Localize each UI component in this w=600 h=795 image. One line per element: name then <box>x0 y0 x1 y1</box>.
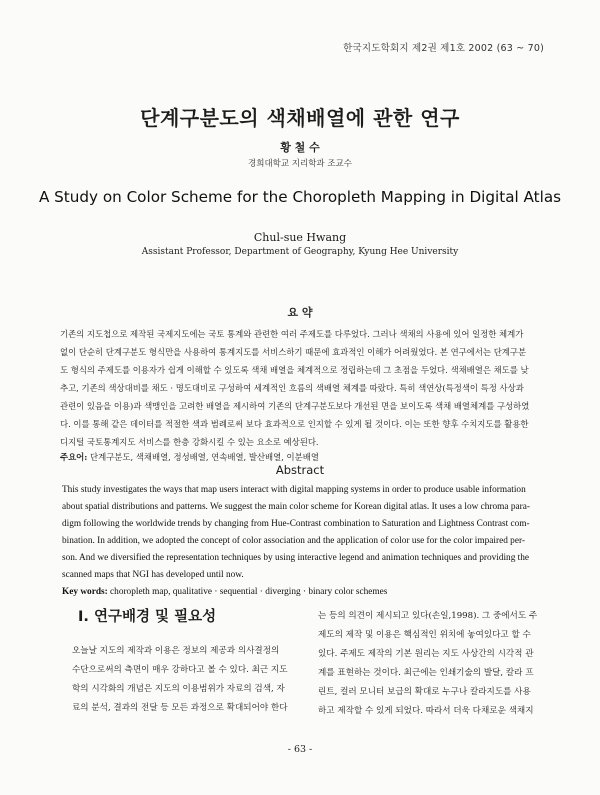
english-abstract-line: This study investigates the ways that map users interact with digital mapping systems in order to produce usable information <box>62 485 526 495</box>
korean-title: 단계구분도의 색채배열에 관한 연구 <box>140 106 460 130</box>
english-keywords-list: choropleth map, qualitative · sequential · diverging · binary color schemes <box>107 587 388 597</box>
korean-abstract-line: 없이 단순히 단계구분도 형식만을 사용하여 통계지도를 서비스하기 때문에 효과적인 이해가 어려웠었다. 본 연구에서는 단계구분 <box>60 347 527 357</box>
english-author: Chul-sue Hwang <box>253 231 347 244</box>
body-text-line: 학의 시각화의 개념은 지도의 이용범위가 자료의 검색, 자 <box>72 684 285 694</box>
body-text-line: 제도의 제작 및 이용은 핵심적인 위치에 놓여있다고 할 수 <box>318 630 531 640</box>
korean-keywords-list: 단계구분도, 색채배열, 정성배열, 연속배열, 발산배열, 이분배열 <box>87 452 319 462</box>
journal-header: 한국지도학회지 제2권 제1호 2002 (63 ~ 70) <box>343 43 544 54</box>
english-keywords <box>62 584 550 601</box>
english-keywords-label: Key words: <box>62 587 108 597</box>
korean-abstract-line: 다. 이를 통해 같은 데이터를 적절한 색과 범례로써 보다 효과적으로 인지할 수 있게 될 것이다. 이는 또한 향후 수치지도를 활용한 <box>60 419 529 429</box>
english-abstract-line: son. And we diversified the representation techniques by using interactive legend and animation techniques and providing the <box>62 553 530 563</box>
english-abstract-heading: Abstract <box>275 463 325 477</box>
section-title: Ⅰ. 연구배경 및 필요성 <box>78 609 217 625</box>
body-text-line: 는 등의 의견이 제시되고 있다(손일,1998). 그 중에서도 주 <box>318 611 538 621</box>
english-abstract-line: about spatial distributions and patterns. We suggest the main color scheme for Korean digital atlas. It uses a low chroma para- <box>62 502 530 512</box>
body-text-line: 계를 표현하는 것이다. 최근에는 인쇄기술의 발달, 칼라 프 <box>318 668 534 678</box>
body-text-line: 수단으로써의 측면이 매우 강하다고 볼 수 있다. 최근 지도 <box>72 665 288 675</box>
body-text-line: 료의 분석, 결과의 전달 등 모든 과정으로 확대되어야 한다 <box>72 703 288 713</box>
korean-author: 황 철 수 <box>280 141 320 154</box>
korean-affiliation: 경희대학교 지리학과 조교수 <box>248 159 352 169</box>
english-abstract-line: bination. In addition, we adopted the concept of color association and the application of color use for the color impaired per- <box>62 536 525 546</box>
english-abstract-line: scanned maps that NGI has developed until now. <box>62 570 244 580</box>
body-text-line: 하고 제작할 수 있게 되었다. 따라서 더욱 다채로운 색채지 <box>318 706 534 716</box>
english-abstract-line: digm following the worldwide trends by changing from Hue-Contrast combination to Saturation and Lightness Contrast com- <box>62 519 530 529</box>
english-affiliation: Assistant Professor, Department of Geography, Kyung Hee University <box>141 247 459 257</box>
body-text-line: 린트, 컬러 모니터 보급의 확대로 누구나 칼라지도를 사용 <box>318 687 531 697</box>
korean-abstract-line: 기존의 지도첩으로 제작된 국제지도에는 국토 통계와 관련한 여러 주제도를 다루었다. 그러나 색채의 사용에 있어 일정한 체계가 <box>60 329 524 339</box>
page-number: - 63 - <box>287 744 313 755</box>
korean-abstract-line: 관련이 있음을 이용)과 색맹인을 고려한 배열을 제시하여 기존의 단계구분도보다 개선된 면을 보이도록 색채 배열체계를 구성하였 <box>60 401 530 411</box>
english-title: A Study on Color Scheme for the Choropleth Mapping in Digital Atlas <box>38 188 562 206</box>
body-text-line: 오늘날 지도의 제작과 이용은 정보의 제공과 의사결정의 <box>72 646 280 656</box>
korean-keywords <box>60 450 550 464</box>
korean-abstract-line: 디지털 국토통계지도 서비스를 한층 강화시킬 수 있는 요소로 예상된다. <box>60 437 319 447</box>
korean-abstract-line: 추고, 기존의 색상대비를 채도 · 명도대비로 구성하여 세계적인 흐름의 색배열 체계를 따랐다. 특히 색연상(특정색이 특정 사상과 <box>60 383 524 393</box>
korean-keywords-label: 주요어: <box>60 452 88 462</box>
korean-abstract-line: 도 형식의 주제도를 이용자가 쉽게 이해할 수 있도록 색채 배열을 체계적으로 정립하는데 그 초점을 두었다. 색채배열은 채도를 낮 <box>60 365 529 375</box>
korean-abstract-heading: 요 약 <box>287 306 313 319</box>
body-text-line: 있다. 주제도 제작의 기본 원리는 지도 사상간의 시각적 관 <box>318 649 534 659</box>
